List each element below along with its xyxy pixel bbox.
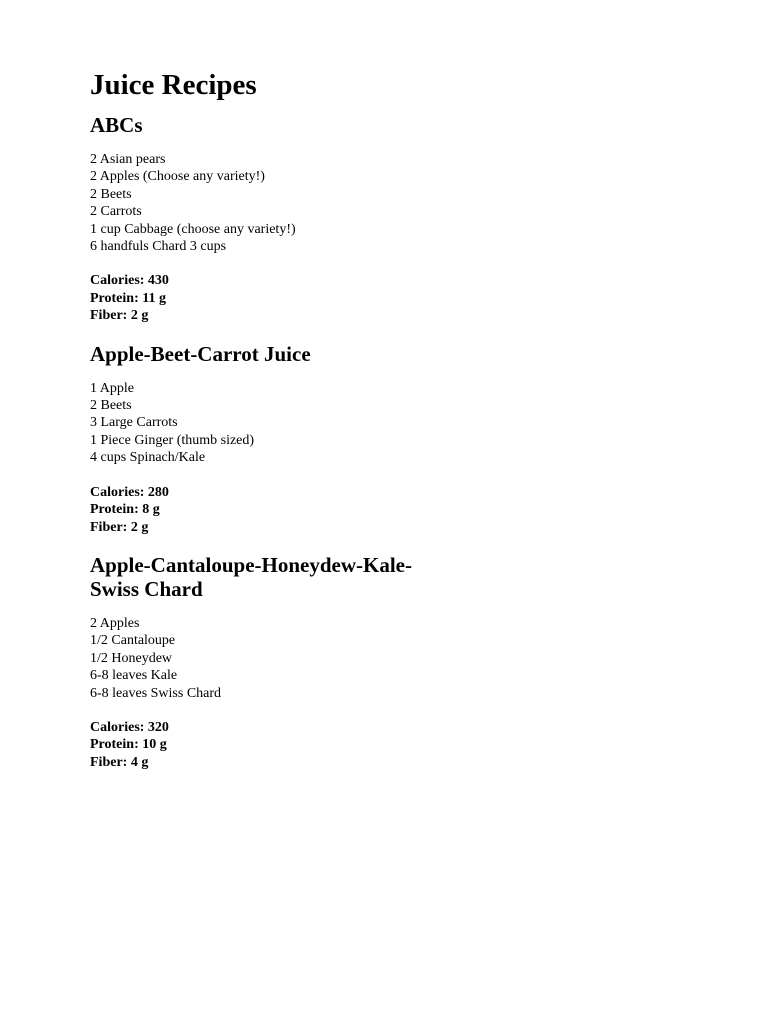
nutrition-facts [90, 272, 470, 324]
calories-value: Calories: 320 [90, 719, 169, 735]
protein-value: Protein: 11 g [90, 290, 166, 306]
ingredient-list [90, 615, 470, 702]
ingredient-item: 6 handfuls Chard 3 cups [90, 239, 227, 255]
ingredient-item: 2 Apples (Choose any variety!) [90, 169, 265, 185]
calories-value: Calories: 430 [90, 273, 169, 289]
recipe-title: ABCs [90, 113, 143, 137]
fiber-value: Fiber: 4 g [90, 754, 149, 770]
ingredient-item: 2 Carrots [90, 204, 142, 220]
ingredient-item: 6-8 leaves Kale [90, 668, 178, 684]
document-page [90, 66, 470, 788]
ingredient-item: 2 Asian pears [90, 152, 166, 167]
fiber-value: Fiber: 2 g [90, 519, 149, 535]
ingredient-item: 2 Beets [90, 186, 132, 202]
recipe-apple-cantaloupe-honeydew [90, 553, 470, 771]
ingredient-list [90, 151, 470, 255]
recipe-apple-beet-carrot [90, 342, 470, 536]
page-title: Juice Recipes [90, 69, 257, 101]
ingredient-list [90, 380, 470, 467]
recipe-abcs [90, 113, 470, 325]
calories-value: Calories: 280 [90, 484, 169, 500]
ingredient-item: 1/2 Honeydew [90, 650, 173, 666]
ingredient-item: 2 Apples [90, 615, 140, 631]
nutrition-facts [90, 484, 470, 536]
ingredient-item: 4 cups Spinach/Kale [90, 450, 206, 466]
ingredient-item: 1 cup Cabbage (choose any variety!) [90, 221, 296, 237]
fiber-value: Fiber: 2 g [90, 308, 149, 324]
ingredient-item: 1/2 Cantaloupe [90, 633, 176, 649]
recipe-title: Apple-Beet-Carrot Juice [90, 341, 311, 366]
protein-value: Protein: 8 g [90, 502, 160, 518]
recipe-title: Apple-Cantaloupe-Honeydew-Kale-Swiss Chard [90, 552, 412, 601]
nutrition-facts [90, 719, 470, 771]
protein-value: Protein: 10 g [90, 737, 167, 753]
ingredient-item: 1 Apple [90, 380, 134, 396]
ingredient-item: 6-8 leaves Swiss Chard [90, 685, 222, 701]
ingredient-item: 3 Large Carrots [90, 415, 178, 431]
ingredient-item: 2 Beets [90, 398, 132, 414]
ingredient-item: 1 Piece Ginger (thumb sized) [90, 432, 255, 448]
